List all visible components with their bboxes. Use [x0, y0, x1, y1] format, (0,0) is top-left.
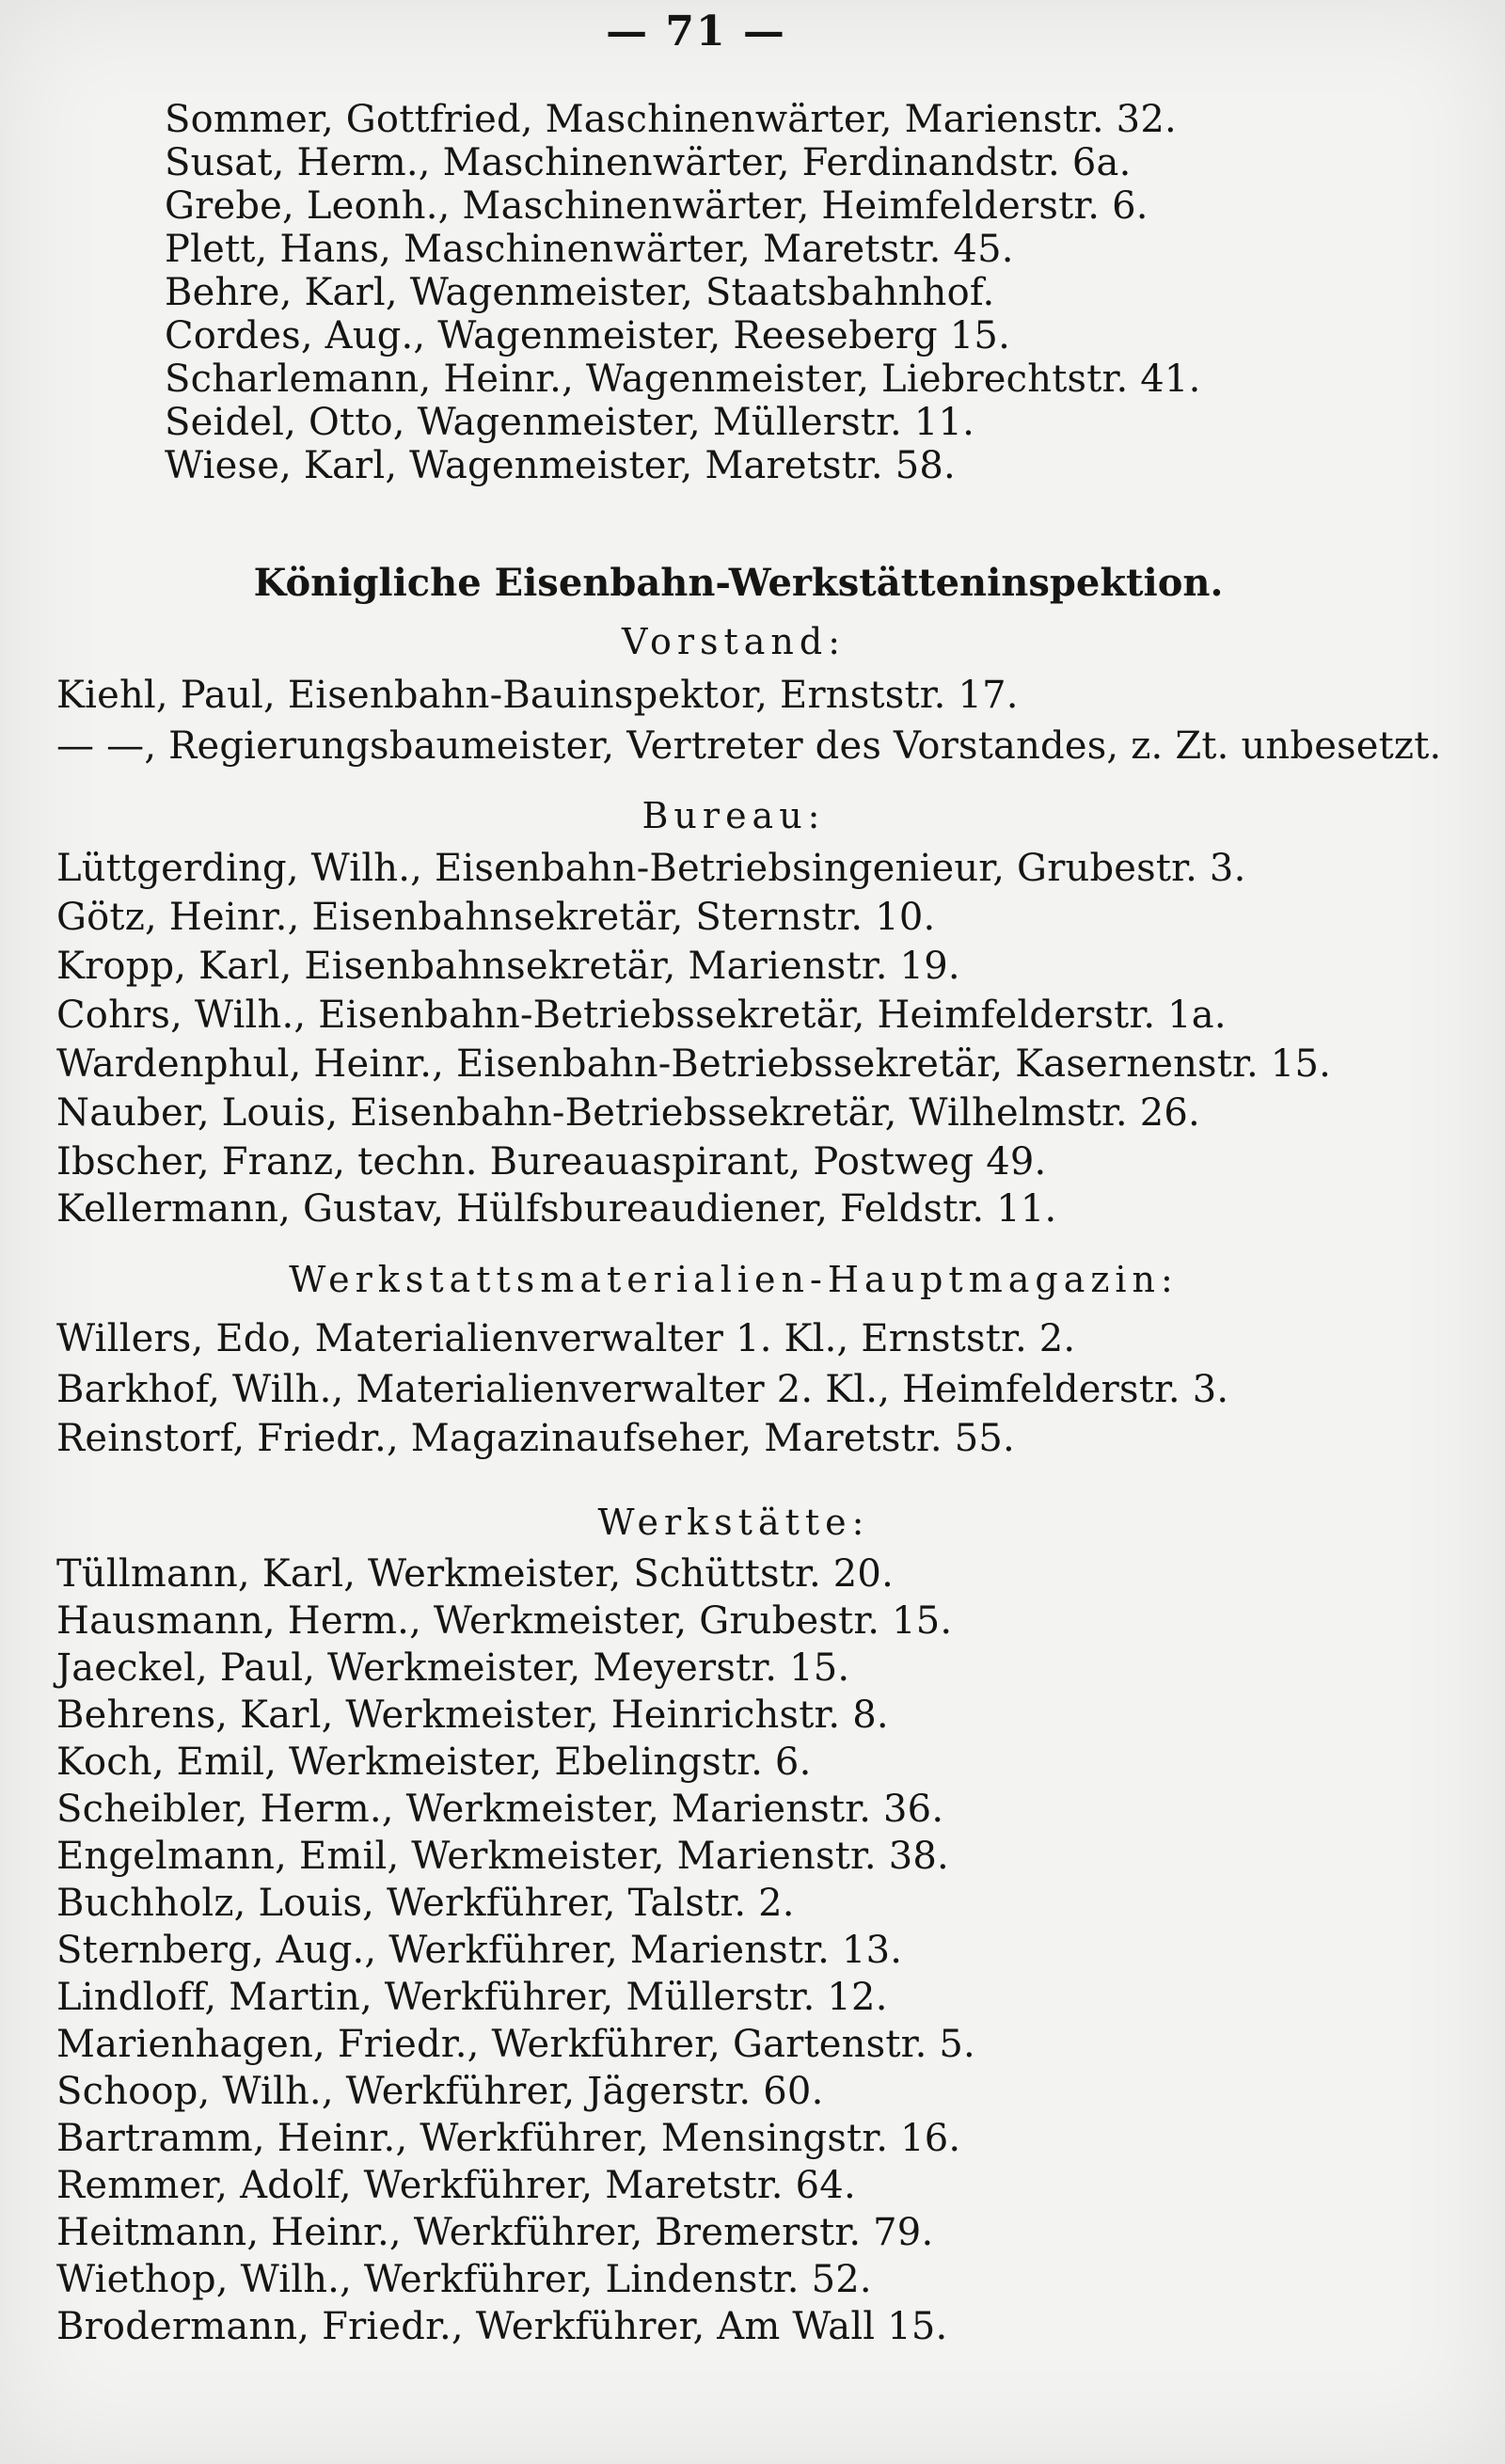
list-item: Sternberg, Aug., Werkführer, Marienstr. 13.	[56, 1929, 903, 1972]
list-item: Buchholz, Louis, Werkführer, Talstr. 2.	[56, 1882, 795, 1925]
list-item: Reinstorf, Friedr., Magazinaufseher, Maretstr. 55.	[56, 1417, 1015, 1460]
list-item: Wardenphul, Heinr., Eisenbahn-Betriebssekretär, Kasernenstr. 15.	[56, 1042, 1332, 1086]
list-item: Hausmann, Herm., Werkmeister, Grubestr. 15.	[56, 1599, 953, 1643]
list-item: Marienhagen, Friedr., Werkführer, Gartenstr. 5.	[56, 2023, 975, 2066]
list-item: Nauber, Louis, Eisenbahn-Betriebssekretär, Wilhelmstr. 26.	[56, 1091, 1200, 1135]
list-item: Koch, Emil, Werkmeister, Ebelingstr. 6.	[56, 1741, 812, 1784]
list-item: Scharlemann, Heinr., Wagenmeister, Liebrechtstr. 41.	[165, 358, 1201, 401]
list-item: Plett, Hans, Maschinenwärter, Maretstr. 45.	[165, 228, 1014, 271]
list-item: Cordes, Aug., Wagenmeister, Reeseberg 15.	[165, 314, 1010, 358]
list-item: Brodermann, Friedr., Werkführer, Am Wall 15.	[56, 2305, 948, 2348]
list-item: Susat, Herm., Maschinenwärter, Ferdinandstr. 6a.	[165, 141, 1132, 184]
list-item: Barkhof, Wilh., Materialienverwalter 2. Kl., Heimfelderstr. 3.	[56, 1368, 1229, 1411]
list-item: Behrens, Karl, Werkmeister, Heinrichstr. 8.	[56, 1693, 889, 1737]
list-item: Ibscher, Franz, techn. Bureauaspirant, Postweg 49.	[56, 1140, 1047, 1184]
list-item: Sommer, Gottfried, Maschinenwärter, Marienstr. 32.	[165, 98, 1177, 141]
list-item: Scheibler, Herm., Werkmeister, Marienstr. 36.	[56, 1788, 944, 1831]
page-number: — 71 —	[606, 8, 786, 56]
magazin-heading: Werkstattsmaterialien-Hauptmagazin:	[289, 1259, 1179, 1300]
list-item: Jaeckel, Paul, Werkmeister, Meyerstr. 15.	[56, 1646, 850, 1690]
list-item: Wiese, Karl, Wagenmeister, Maretstr. 58.	[165, 444, 956, 487]
list-item: Wiethop, Wilh., Werkführer, Lindenstr. 52.	[56, 2258, 872, 2301]
list-item: Kropp, Karl, Eisenbahnsekretär, Marienstr. 19.	[56, 945, 960, 988]
list-item: Behre, Karl, Wagenmeister, Staatsbahnhof.	[165, 271, 995, 314]
list-item: Remmer, Adolf, Werkführer, Maretstr. 64.	[56, 2164, 856, 2207]
list-item: Kellermann, Gustav, Hülfsbureaudiener, Feldstr. 11.	[56, 1187, 1057, 1231]
list-item: Bartramm, Heinr., Werkführer, Mensingstr. 16.	[56, 2117, 961, 2160]
vorstand-heading: Vorstand:	[621, 621, 847, 662]
list-item: Lindloff, Martin, Werkführer, Müllerstr. 12.	[56, 1976, 888, 2019]
list-item: Tüllmann, Karl, Werkmeister, Schüttstr. 20.	[56, 1552, 894, 1596]
list-item: Grebe, Leonh., Maschinenwärter, Heimfelderstr. 6.	[165, 184, 1149, 228]
list-item: Lüttgerding, Wilh., Eisenbahn-Betriebsingenieur, Grubestr. 3.	[56, 847, 1246, 890]
list-item: Götz, Heinr., Eisenbahnsekretär, Sternstr. 10.	[56, 896, 936, 939]
list-item: Seidel, Otto, Wagenmeister, Müllerstr. 11.	[165, 401, 975, 444]
list-item: — —, Regierungsbaumeister, Vertreter des Vorstandes, z. Zt. unbesetzt.	[56, 724, 1442, 768]
list-item: Schoop, Wilh., Werkführer, Jägerstr. 60.	[56, 2070, 824, 2113]
list-item: Heitmann, Heinr., Werkführer, Bremerstr. 79.	[56, 2211, 934, 2254]
list-item: Kiehl, Paul, Eisenbahn-Bauinspektor, Ernststr. 17.	[56, 674, 1019, 717]
bureau-heading: Bureau:	[642, 795, 826, 836]
werkstaette-heading: Werkstätte:	[597, 1502, 870, 1543]
list-item: Cohrs, Wilh., Eisenbahn-Betriebssekretär, Heimfelderstr. 1a.	[56, 994, 1227, 1037]
list-item: Engelmann, Emil, Werkmeister, Marienstr. 38.	[56, 1835, 949, 1878]
inspection-title: Königliche Eisenbahn-Werkstätteninspektion.	[253, 561, 1224, 605]
list-item: Willers, Edo, Materialienverwalter 1. Kl., Ernststr. 2.	[56, 1317, 1076, 1360]
